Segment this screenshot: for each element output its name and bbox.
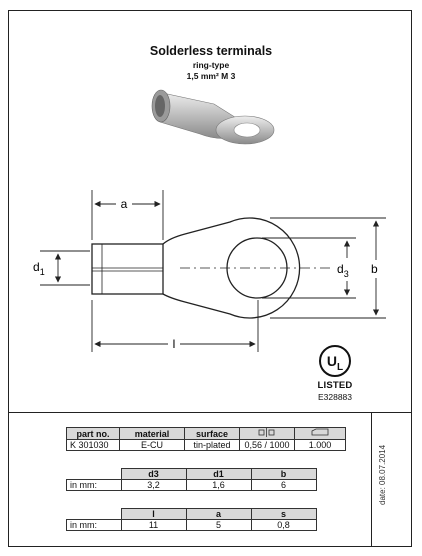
header-b: b (251, 469, 316, 480)
table-row (67, 440, 346, 451)
table-row (67, 428, 346, 440)
value-part-no: K 301030 (67, 440, 120, 451)
header-a: a (186, 509, 251, 520)
value-surface: tin-plated (185, 440, 240, 451)
spec-table-dimensions-2 (66, 508, 317, 531)
dimension-d1 (40, 251, 90, 285)
value-l: 11 (121, 520, 186, 531)
label-l: l (172, 337, 176, 351)
ul-file-number: E328883 (317, 392, 353, 402)
terminal-photo (152, 90, 274, 144)
header-package-icon (295, 428, 346, 440)
value-weight: 0,56 / 1000 (240, 440, 295, 451)
ul-logo: $U_L$ (319, 345, 351, 377)
table-row (67, 480, 317, 491)
empty-cell (67, 469, 122, 480)
header-d1: d1 (186, 469, 251, 480)
table-area-divider (8, 412, 412, 413)
header-material: material (120, 428, 185, 440)
label-d1: $d_1$ (33, 260, 45, 277)
value-package: 1.000 (295, 440, 346, 451)
ul-listed-text: LISTED (317, 380, 353, 391)
value-material: E-CU (120, 440, 185, 451)
document-subtitle: ring-type (192, 60, 230, 70)
header-d3: d3 (121, 469, 186, 480)
ul-listed-mark (315, 345, 355, 402)
date-column-divider (371, 412, 372, 547)
empty-cell (67, 509, 122, 520)
spec-table-part (66, 427, 346, 451)
label-d3: $d_3$ (337, 262, 349, 279)
header-s: s (251, 509, 316, 520)
header-l: l (121, 509, 186, 520)
row-label-mm: in mm: (67, 480, 122, 491)
spec-table-dimensions-1 (66, 468, 317, 491)
table-row (67, 520, 317, 531)
value-d1: 1,6 (186, 480, 251, 491)
row-label-mm: in mm: (67, 520, 122, 531)
table-row (67, 469, 317, 480)
value-a: 5 (186, 520, 251, 531)
scale-icon (257, 428, 277, 437)
header-part-no: part no. (67, 428, 120, 440)
package-icon (310, 428, 330, 437)
document-spec: 1,5 mm² M 3 (186, 71, 236, 81)
label-b: b (371, 262, 378, 276)
dimension-a (92, 190, 163, 240)
document-title: Solderless terminals (149, 44, 273, 58)
label-a: a (120, 197, 128, 211)
header-weight-icon (240, 428, 295, 440)
document-date: date: 08.07.2014 (378, 444, 387, 505)
table-row (67, 509, 317, 520)
value-s: 0,8 (251, 520, 316, 531)
value-b: 6 (251, 480, 316, 491)
header-surface: surface (185, 428, 240, 440)
value-d3: 3,2 (121, 480, 186, 491)
